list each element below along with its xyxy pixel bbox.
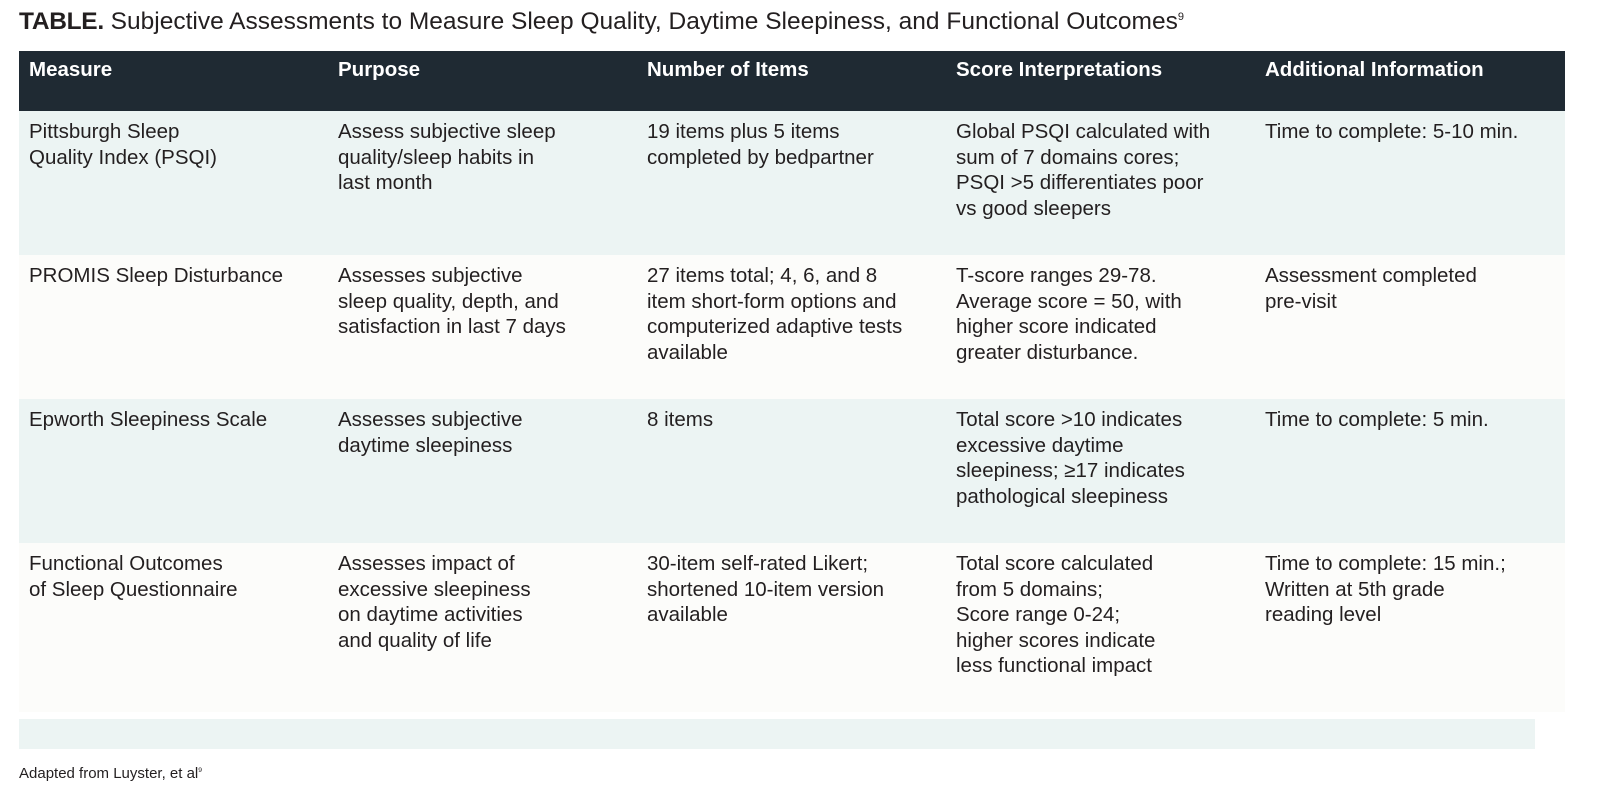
score-text: Total score calculated from 5 domains; Score range 0-24; higher scores indicate less functional impact	[956, 552, 1156, 677]
table-row	[19, 111, 1565, 255]
measure-text: Pittsburgh Sleep Quality Index (PSQI)	[29, 120, 217, 169]
cell-score	[946, 111, 1255, 255]
header-row	[19, 51, 1565, 111]
cell-measure	[19, 399, 328, 543]
items-text: 30-item self-rated Likert; shortened 10-item version available	[647, 552, 885, 626]
cell-measure	[19, 111, 328, 255]
assessment-table-container	[19, 51, 1565, 712]
table-row	[19, 543, 1565, 712]
footnote-text: Adapted from Luyster, et al	[19, 765, 199, 782]
info-text: Time to complete: 5-10 min.	[1265, 120, 1519, 143]
measure-text: PROMIS Sleep Disturbance	[29, 264, 284, 287]
cell-measure	[19, 255, 328, 399]
score-text: Global PSQI calculated with sum of 7 domains cores; PSQI >5 differentiates poor vs good sleepers	[956, 120, 1211, 220]
table-title-text: Subjective Assessments to Measure Sleep Quality, Daytime Sleepiness, and Functional Outcomes	[110, 8, 1178, 35]
cell-items	[637, 399, 946, 543]
table-header	[19, 51, 1565, 111]
score-text: Total score >10 indicates excessive daytime sleepiness; ≥17 indicates pathological sleepiness	[956, 408, 1185, 508]
header-number-of-items: Number of Items	[637, 51, 946, 111]
cell-purpose	[328, 111, 637, 255]
info-text: Assessment completed pre-visit	[1265, 264, 1477, 313]
measure-text: Functional Outcomes of Sleep Questionnaire	[29, 552, 238, 601]
footnote-reference: 9	[198, 767, 203, 774]
cell-score	[946, 399, 1255, 543]
cell-items	[637, 111, 946, 255]
table-bottom-band	[19, 719, 1535, 749]
assessment-table	[19, 51, 1565, 712]
cell-items	[637, 543, 946, 712]
purpose-text: Assess subjective sleep quality/sleep habits in last month	[338, 120, 556, 194]
purpose-text: Assesses subjective daytime sleepiness	[338, 408, 523, 457]
table-title-label: TABLE.	[19, 8, 104, 35]
header-measure: Measure	[19, 51, 328, 111]
cell-score	[946, 255, 1255, 399]
score-text: T-score ranges 29-78. Average score = 50, with higher score indicated greater disturbance.	[956, 264, 1182, 364]
cell-measure	[19, 543, 328, 712]
cell-items	[637, 255, 946, 399]
items-text: 19 items plus 5 items completed by bedpartner	[647, 120, 874, 169]
cell-purpose	[328, 543, 637, 712]
table-title	[19, 6, 1184, 38]
table-row	[19, 255, 1565, 399]
cell-score	[946, 543, 1255, 712]
measure-text: Epworth Sleepiness Scale	[29, 408, 268, 431]
cell-info	[1255, 543, 1565, 712]
items-text: 8 items	[647, 408, 714, 431]
header-additional-information: Additional Information	[1255, 51, 1565, 111]
items-text: 27 items total; 4, 6, and 8 item short-form options and computerized adaptive tests available	[647, 264, 903, 364]
header-score-interpretations: Score Interpretations	[946, 51, 1255, 111]
purpose-text: Assesses subjective sleep quality, depth, and satisfaction in last 7 days	[338, 264, 566, 338]
purpose-text: Assesses impact of excessive sleepiness on daytime activities and quality of life	[338, 552, 531, 652]
header-purpose: Purpose	[328, 51, 637, 111]
cell-info	[1255, 111, 1565, 255]
cell-info	[1255, 399, 1565, 543]
info-text: Time to complete: 15 min.; Written at 5th grade reading level	[1265, 552, 1506, 626]
cell-purpose	[328, 399, 637, 543]
table-footnote	[19, 764, 202, 784]
cell-info	[1255, 255, 1565, 399]
table-title-reference: 9	[1177, 10, 1184, 23]
table-row	[19, 399, 1565, 543]
info-text: Time to complete: 5 min.	[1265, 408, 1489, 431]
table-body	[19, 111, 1565, 712]
cell-purpose	[328, 255, 637, 399]
